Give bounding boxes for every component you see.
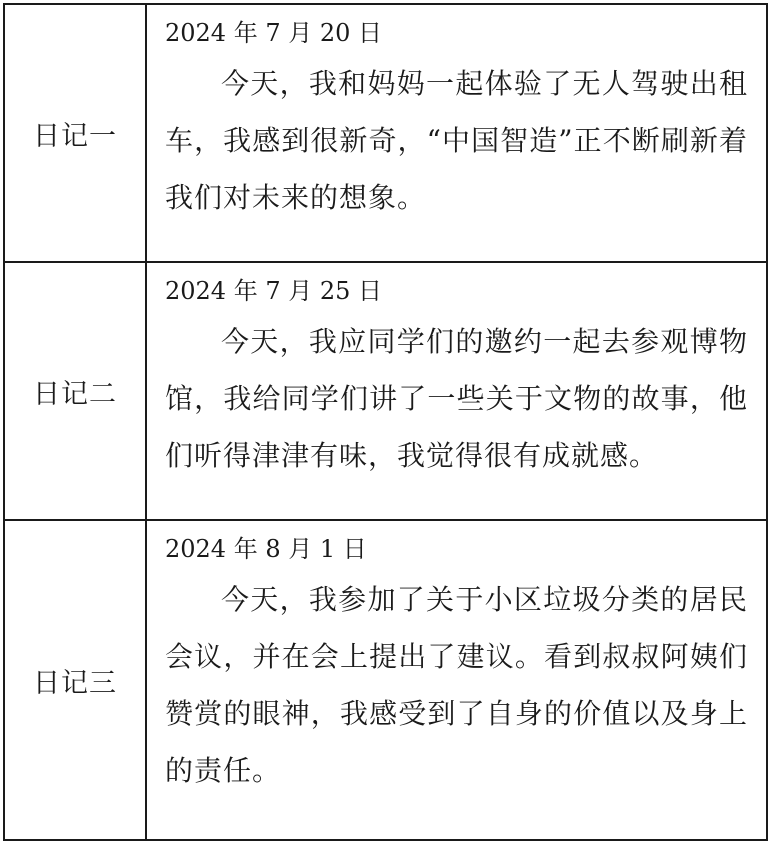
diary-table (3, 3, 768, 841)
diary-label-1: 日记一 (4, 4, 146, 262)
diary-text-2: 今天，我应同学们的邀约一起去参观博物馆，我给同学们讲了一些关于文物的故事，他们听得津津有味，我觉得很有成就感。 (165, 325, 748, 472)
diary-date-2: 2024 年 7 月 25 日 (165, 277, 383, 305)
diary-row-3 (4, 520, 767, 840)
diary-label-3: 日记三 (4, 520, 146, 840)
diary-content-1 (146, 4, 767, 262)
diary-content-2 (146, 262, 767, 520)
diary-content-3 (146, 520, 767, 840)
diary-label-2: 日记二 (4, 262, 146, 520)
diary-date-3: 2024 年 8 月 1 日 (165, 535, 367, 563)
diary-row-2 (4, 262, 767, 520)
diary-row-1 (4, 4, 767, 262)
diary-text-3: 今天，我参加了关于小区垃圾分类的居民会议，并在会上提出了建议。看到叔叔阿姨们赞赏的眼神，我感受到了自身的价值以及身上的责任。 (165, 583, 748, 787)
diary-text-1: 今天，我和妈妈一起体验了无人驾驶出租车，我感到很新奇，“中国智造”正不断刷新着我们对未来的想象。 (165, 67, 748, 214)
diary-date-1: 2024 年 7 月 20 日 (165, 19, 383, 47)
